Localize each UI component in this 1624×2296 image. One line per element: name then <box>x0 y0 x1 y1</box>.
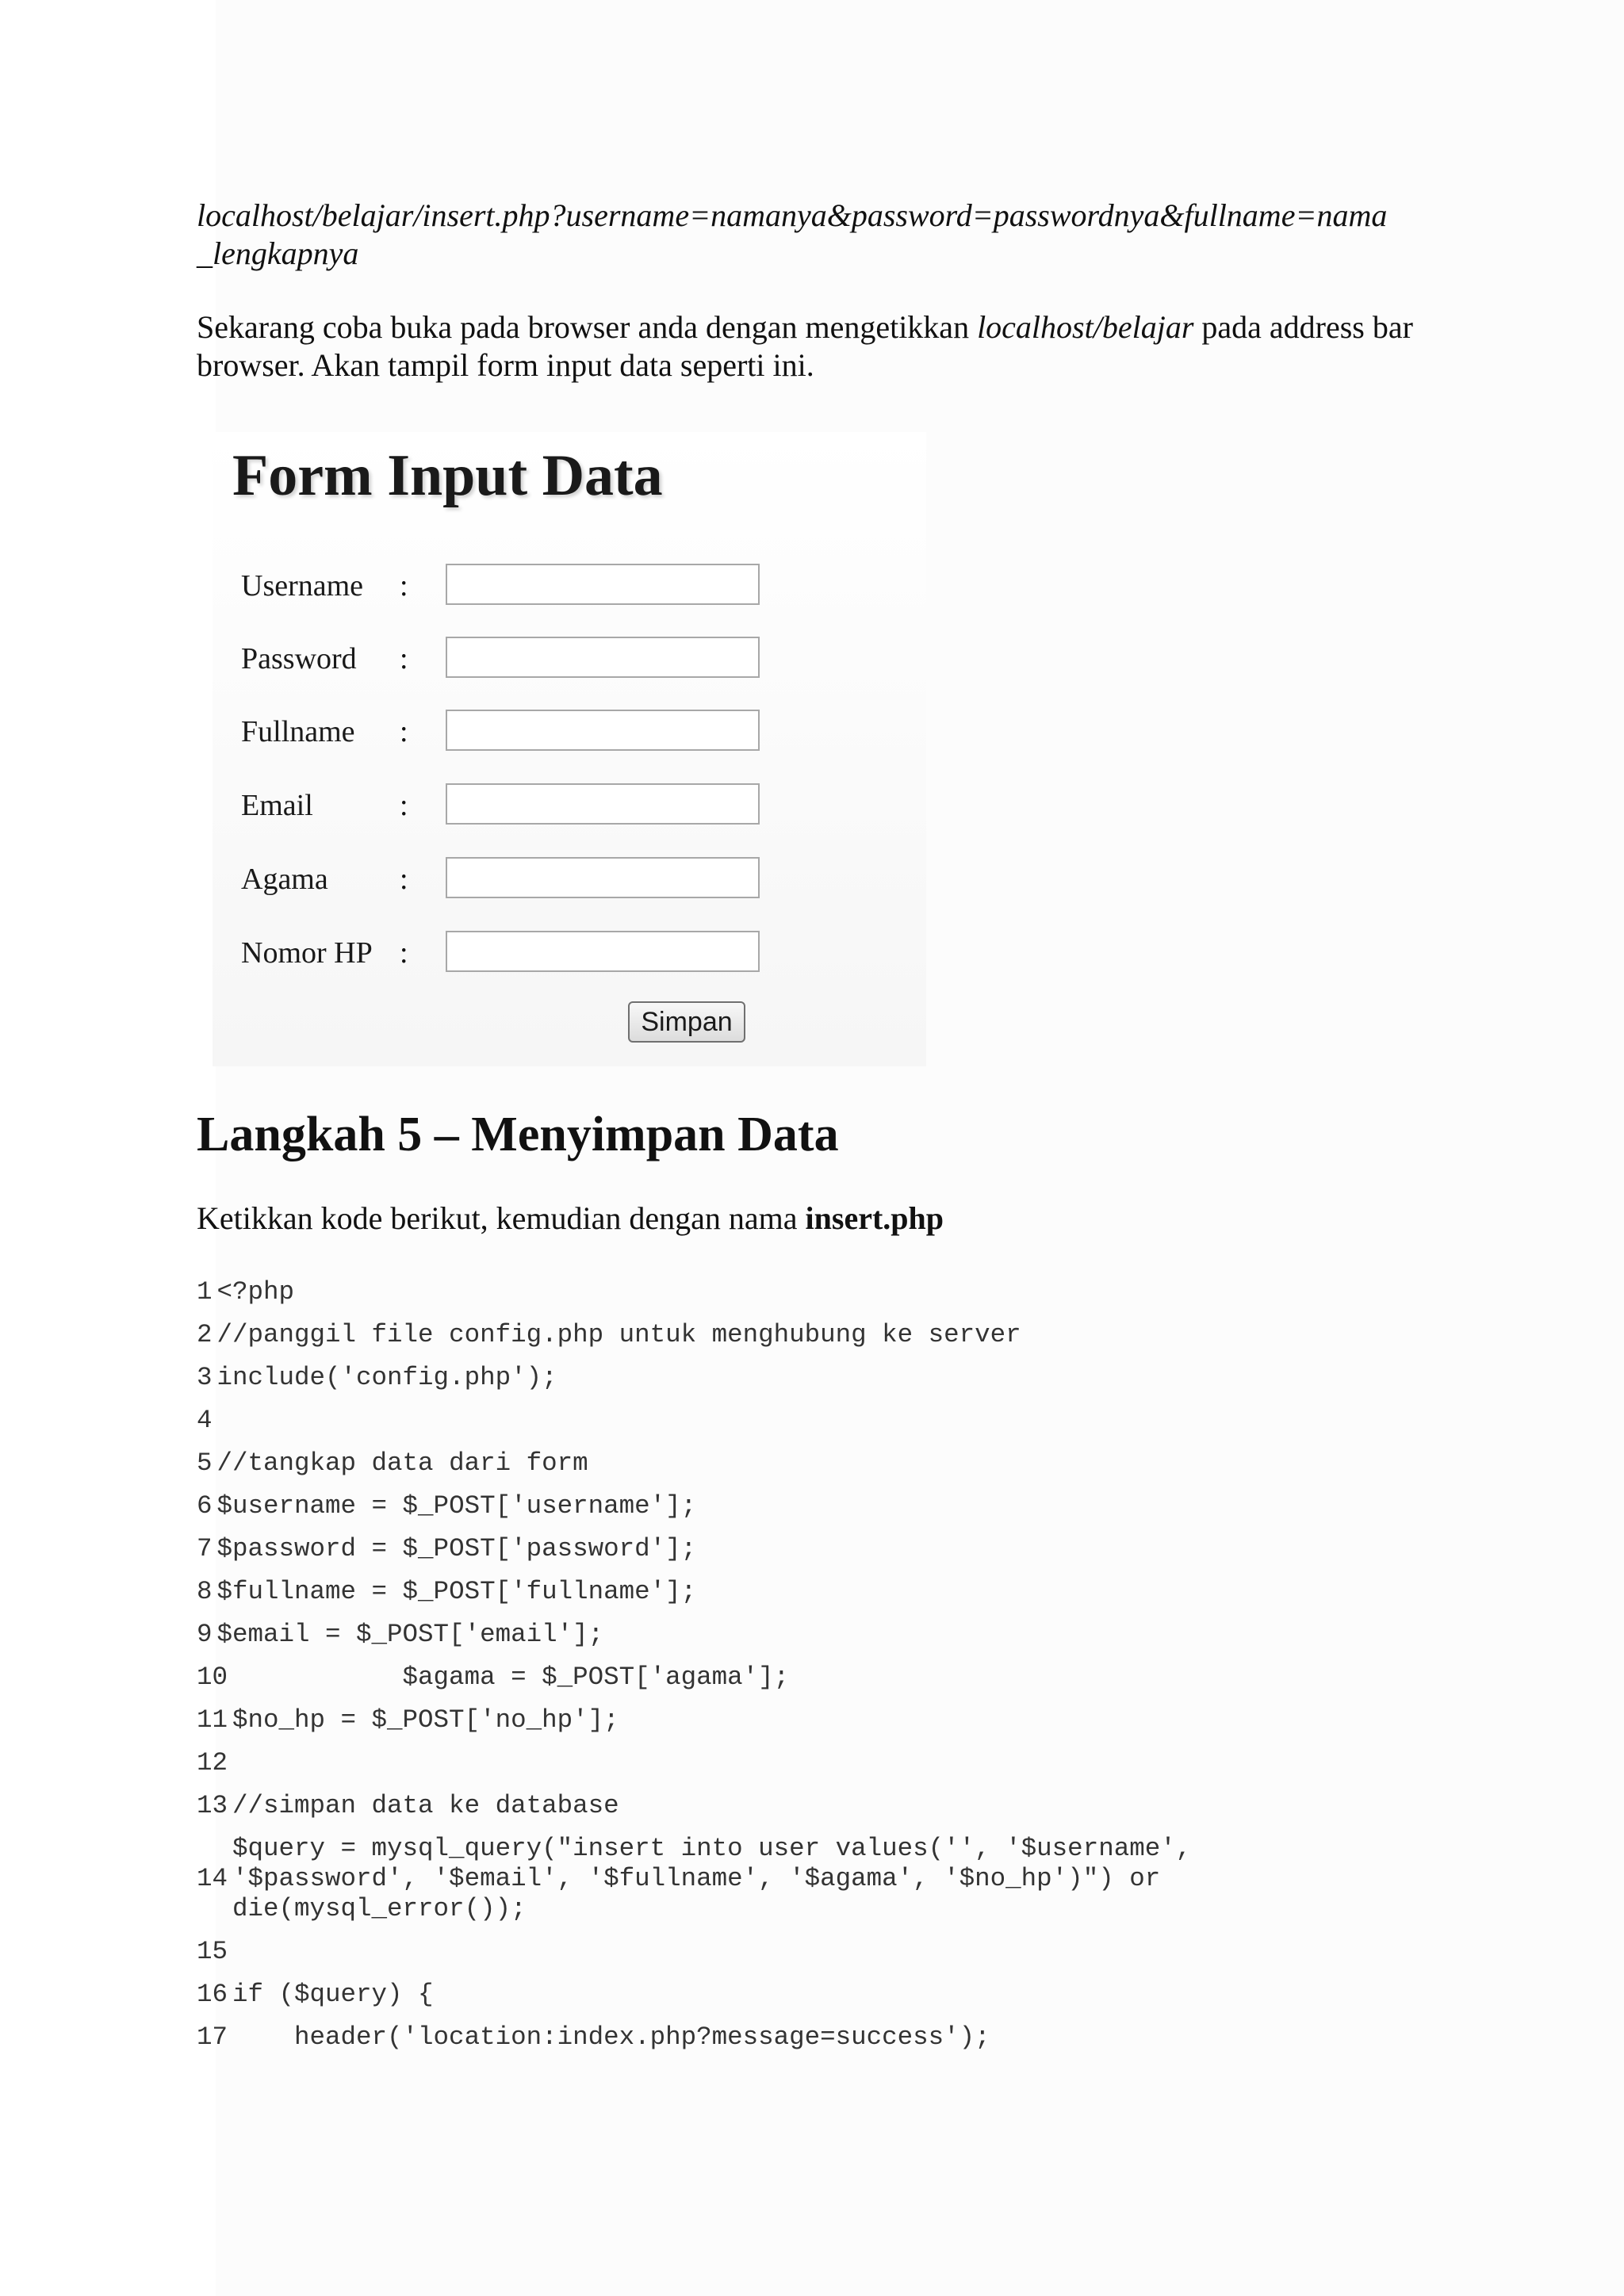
field-colon: : <box>400 569 408 603</box>
code-line <box>197 1363 1434 1393</box>
form-row-username <box>241 564 796 608</box>
intro-text-after: pada address bar browser. Akan tampil form input data seperti ini. <box>197 309 1413 383</box>
section-heading: Langkah 5 – Menyimpan Data <box>197 1108 839 1161</box>
field-colon: : <box>400 936 408 970</box>
line-number: 1 <box>197 1277 213 1307</box>
line-number: 8 <box>197 1577 213 1606</box>
code-text: //simpan data ke database <box>232 1791 619 1820</box>
code-line <box>197 1320 1434 1350</box>
form-row-password <box>241 637 796 681</box>
line-number: 3 <box>197 1363 213 1392</box>
username-input[interactable] <box>446 564 760 605</box>
code-line <box>197 1791 1434 1821</box>
form-row-agama <box>241 857 796 901</box>
code-line <box>197 1491 1434 1521</box>
code-line <box>197 1980 1434 2010</box>
code-text: $fullname = $_POST['fullname']; <box>216 1577 697 1606</box>
code-line <box>197 2022 1434 2053</box>
code-text: $email = $_POST['email']; <box>216 1620 604 1649</box>
code-line <box>197 1406 1434 1436</box>
line-number: 5 <box>197 1448 213 1478</box>
field-colon: : <box>400 642 408 675</box>
line-number: 9 <box>197 1620 213 1649</box>
line-number: 15 <box>197 1937 228 1966</box>
field-colon: : <box>400 789 408 822</box>
url-example-line2: _lengkapnya <box>197 235 359 271</box>
code-text: $query = mysql_query("insert into user values('', '$username', '$password', '$email', '$fullname', '$agama', '$no_hp')") or die(mysql_error()); <box>232 1834 1192 1923</box>
line-number: 12 <box>197 1748 228 1777</box>
code-text: //tangkap data dari form <box>216 1448 588 1478</box>
code-text: $username = $_POST['username']; <box>216 1491 697 1521</box>
code-line <box>197 1663 1434 1693</box>
form-row-nomor-hp <box>241 931 796 975</box>
code-text: header('location:index.php?message=success'); <box>232 2022 990 2052</box>
line-number: 14 <box>197 1864 228 1893</box>
code-line <box>197 1937 1434 1967</box>
line-number: 7 <box>197 1534 213 1563</box>
form-screenshot <box>213 432 926 1066</box>
code-text: if ($query) { <box>232 1980 434 2009</box>
line-number: 6 <box>197 1491 213 1521</box>
line-number: 16 <box>197 1980 228 2009</box>
fullname-input[interactable] <box>446 710 760 751</box>
form-row-fullname <box>241 710 796 754</box>
code-text: include('config.php'); <box>216 1363 557 1392</box>
document-body <box>197 197 1434 2065</box>
code-line <box>197 1277 1434 1307</box>
field-label: Fullname <box>241 715 355 748</box>
code-line <box>197 1705 1434 1735</box>
url-example-line1: localhost/belajar/insert.php?username=namanya&password=passwordnya&fullname=nama <box>197 197 1388 233</box>
code-text: <?php <box>216 1277 295 1307</box>
instruction-paragraph <box>197 1200 1434 1238</box>
code-line <box>197 1534 1434 1564</box>
filename-bold: insert.php <box>805 1200 944 1236</box>
code-text: $agama = $_POST['agama']; <box>232 1663 790 1692</box>
field-label: Agama <box>241 863 328 896</box>
line-number: 13 <box>197 1791 228 1820</box>
agama-input[interactable] <box>446 857 760 898</box>
code-line <box>197 1620 1434 1650</box>
code-text: $password = $_POST['password']; <box>216 1534 697 1563</box>
intro-paragraph <box>197 308 1434 385</box>
instruction-text: Ketikkan kode berikut, kemudian dengan nama <box>197 1200 806 1236</box>
field-colon: : <box>400 715 408 748</box>
line-number: 2 <box>197 1320 213 1349</box>
line-number: 4 <box>197 1406 213 1435</box>
field-label: Password <box>241 642 357 675</box>
code-text: //panggil file config.php untuk menghubung ke server <box>216 1320 1021 1349</box>
nomor-hp-input[interactable] <box>446 931 760 972</box>
password-input[interactable] <box>446 637 760 678</box>
intro-text-before: Sekarang coba buka pada browser anda dengan mengetikkan <box>197 309 978 345</box>
simpan-button[interactable]: Simpan <box>628 1001 745 1043</box>
intro-text-url: localhost/belajar <box>977 309 1194 345</box>
code-listing <box>197 1277 1434 2053</box>
email-input[interactable] <box>446 783 760 825</box>
field-label: Username <box>241 569 364 603</box>
field-label: Nomor HP <box>241 936 373 970</box>
line-number: 10 <box>197 1663 228 1692</box>
code-text: $no_hp = $_POST['no_hp']; <box>232 1705 619 1735</box>
code-line <box>197 1577 1434 1607</box>
code-line <box>197 1748 1434 1778</box>
field-colon: : <box>400 863 408 896</box>
line-number: 11 <box>197 1705 228 1735</box>
line-number: 17 <box>197 2022 228 2052</box>
form-row-email <box>241 783 796 828</box>
field-label: Email <box>241 789 313 822</box>
form-title: Form Input Data <box>232 443 663 508</box>
code-line <box>197 1448 1434 1479</box>
code-line <box>197 1834 1434 1924</box>
